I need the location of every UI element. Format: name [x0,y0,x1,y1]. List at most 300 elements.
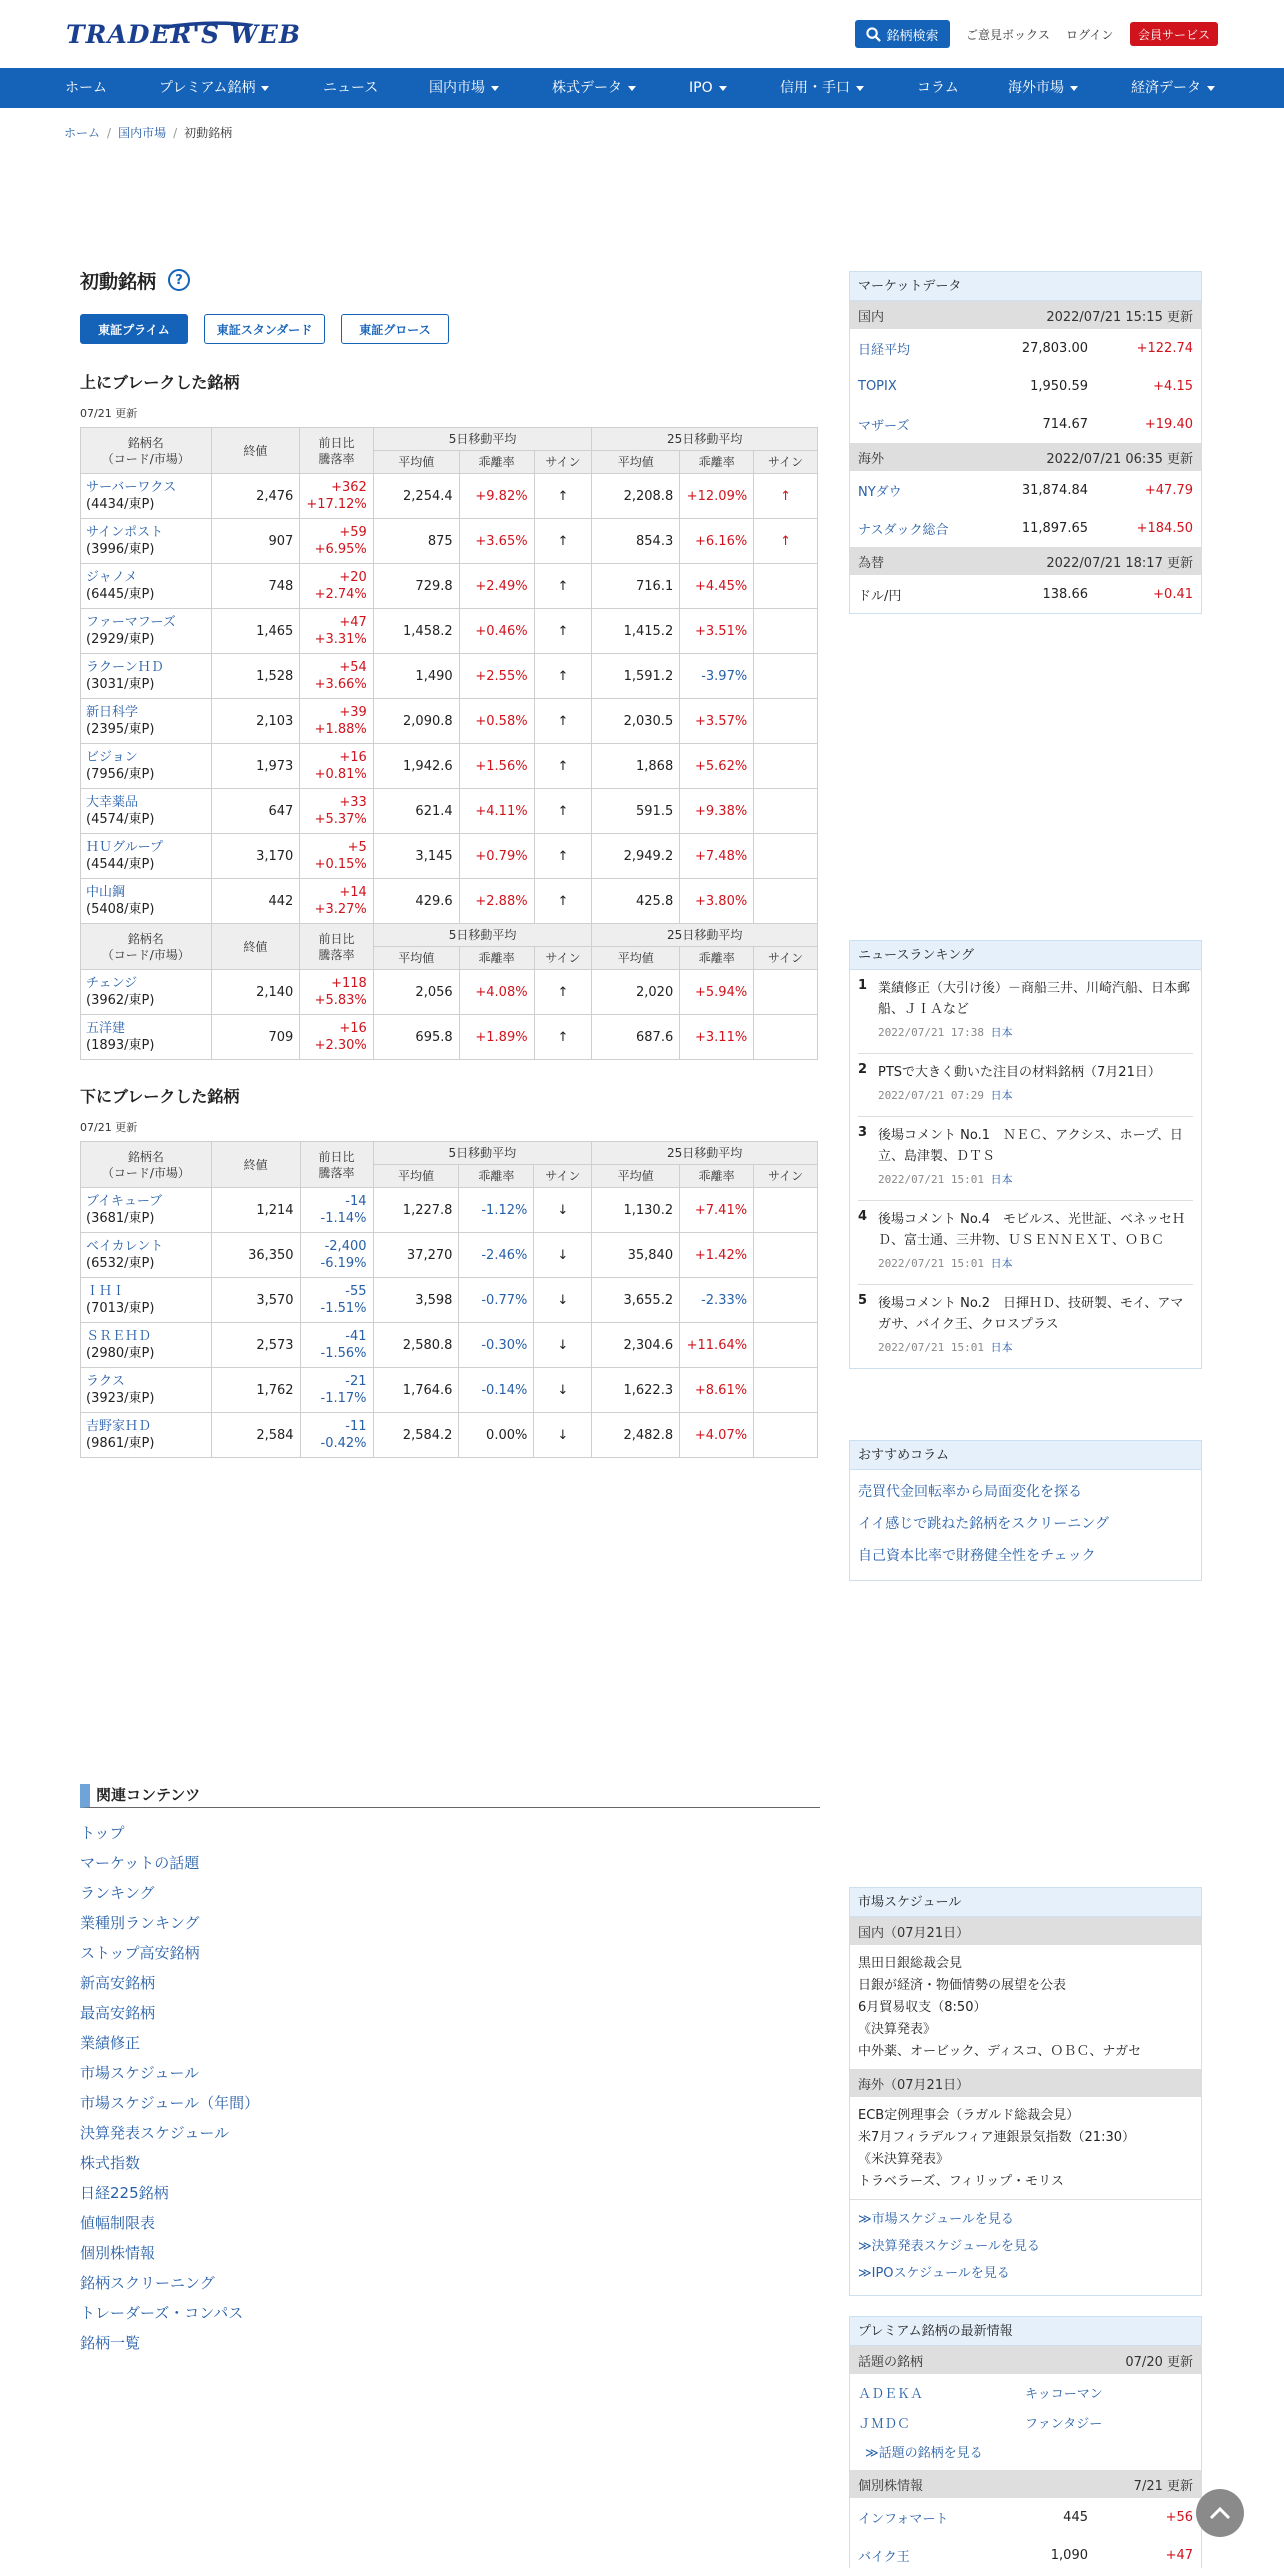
index-value: 27,803.00 [1021,340,1088,356]
index-value: 445 [1063,2509,1088,2525]
ma5-cell: 37,270 [373,1233,459,1278]
upper-break-title: 上にブレークした銘柄 [80,373,240,392]
tab-prime[interactable]: 東証プライム [80,314,188,344]
ma5-cell: 3,598 [373,1278,459,1323]
login-link[interactable]: ログイン [1066,28,1114,42]
related-link[interactable]: 最高安銘柄 [80,2004,156,2022]
ma5-cell: 1,490 [373,654,459,699]
col-change-header [300,1142,373,1188]
nav-ipo-label: IPO [689,80,713,96]
related-link[interactable]: 個別株情報 [80,2244,156,2262]
nav-overseas[interactable] [1008,68,1078,108]
stock-search-button[interactable] [855,20,950,48]
index-name-link[interactable]: NYダウ [858,484,902,500]
fx-label: 為替 [858,555,885,571]
change-value: +47 [339,615,367,630]
topic-link[interactable]: ファンタジー [1025,2417,1103,2432]
stock-code: (4544/東P) [86,857,155,872]
help-icon[interactable]: ? [168,269,190,291]
dev25-cell: +3.80% [680,879,754,924]
dev5-cell: +0.79% [459,834,534,879]
dev25-cell: +5.62% [680,744,754,789]
change-cell [300,519,373,564]
nav-news-label: ニュース [323,80,379,96]
col-ma5-header: 5日移動平均 [373,428,592,451]
col-dev-header: 乖離率 [459,1165,534,1188]
news-ranking-box [849,940,1202,1369]
main-content [80,260,820,1458]
related-item [80,2298,820,2328]
market-row [850,2536,1201,2568]
col-name-sub-label: （コード/市場） [101,451,190,466]
column-link[interactable]: イイ感じで跳ねた銘柄をスクリーニング [858,1516,1110,1532]
stock-name-link[interactable]: サインポスト [86,525,164,540]
news-time: 2022/07/21 15:01 [878,1257,984,1270]
stock-code: (1893/東P) [86,1038,155,1053]
change-cell [300,789,373,834]
topic-item [858,2410,1025,2440]
stock-name-cell [81,654,212,699]
index-value: 31,874.84 [1021,482,1088,498]
stock-name-cell [81,879,212,924]
table-row [81,970,818,1015]
nav-home[interactable] [65,68,107,108]
news-category-link[interactable]: 日本 [990,1341,1013,1354]
stock-name-link[interactable]: ＳＲＥＨＤ [86,1329,152,1344]
col-close-header: 終値 [211,924,300,970]
related-link[interactable]: 銘柄スクリーニング [80,2274,215,2292]
close-cell: 442 [211,879,300,924]
dev25-cell: +3.11% [680,1015,754,1060]
table-row [81,654,818,699]
news-category-link[interactable]: 日本 [990,1089,1013,1102]
related-item [80,1908,820,1938]
change-cell [300,1368,373,1413]
dev25-cell: -2.33% [680,1278,754,1323]
close-cell: 1,214 [211,1188,300,1233]
market-row [850,509,1201,547]
search-icon [866,27,881,42]
ma25-cell: 1,130.2 [592,1188,680,1233]
related-item [80,2178,820,2208]
sign25-cell [754,1413,818,1458]
index-value: 1,950.59 [1030,378,1088,394]
col-name-label: 銘柄名 [127,435,164,450]
nav-news[interactable] [323,68,378,108]
index-change: +0.41 [1153,586,1193,602]
tab-growth[interactable]: 東証グロース [341,314,449,344]
topic-more-link-wrap [850,2442,1201,2470]
col-sign-header: サイン [754,947,818,970]
stock-name-link[interactable]: ベイカレント [86,1239,164,1254]
breadcrumb-current: 初動銘柄 [184,126,233,140]
column-link[interactable]: 売買代金回転率から局面変化を探る [858,1484,1082,1500]
news-rank: 3 [858,1125,868,1140]
sign5-cell: ↑ [534,1015,592,1060]
ma5-cell: 2,584.2 [373,1413,459,1458]
change-value: +20 [339,570,367,585]
index-change: +56 [1165,2509,1193,2525]
related-link[interactable]: 業績修正 [80,2034,141,2052]
market-row [850,405,1201,443]
stock-name-link[interactable]: ファーマフーズ [86,615,176,630]
schedule-overseas-label: 海外（07月21日） [858,2077,970,2093]
change-pct: +17.12% [306,497,367,512]
news-headline-link[interactable]: PTSで大きく動いた注目の材料銘柄（7月21日） [878,1065,1161,1080]
schedule-link-item [858,2233,1193,2260]
back-to-top-button[interactable] [1196,2489,1244,2537]
change-value: -2,400 [324,1239,367,1254]
premium-title: プレミアム銘柄の最新情報 [850,2317,1201,2346]
stock-name-link[interactable]: チェンジ [86,976,138,991]
change-cell [300,970,373,1015]
news-body [878,1125,1193,1190]
change-value: +16 [339,1021,367,1036]
related-link[interactable]: 市場スケジュール [80,2064,200,2082]
table-row [81,609,818,654]
ma25-cell: 1,415.2 [592,609,680,654]
site-logo[interactable] [64,18,301,50]
news-category-link[interactable]: 日本 [990,1173,1013,1186]
news-list [850,970,1201,1368]
col-dev-header: 乖離率 [459,451,534,474]
sign25-cell [754,834,818,879]
market-tabs [80,314,820,344]
index-value: 138.66 [1042,586,1088,602]
search-label: 銘柄検索 [886,28,939,44]
opinion-box-link[interactable]: ご意見ボックス [966,28,1050,42]
nav-column[interactable] [917,68,959,108]
ma25-cell: 2,482.8 [592,1413,680,1458]
change-value: -41 [345,1329,367,1344]
stock-name-link[interactable]: ブイキューブ [86,1194,163,1209]
change-value: +16 [339,750,367,765]
stock-name-link[interactable]: 新日科学 [86,705,139,720]
column-item [858,1476,1193,1508]
related-link[interactable]: ランキング [80,1884,155,1902]
schedule-link[interactable]: ≫決算発表スケジュールを見る [858,2239,1040,2254]
close-cell: 2,140 [211,970,300,1015]
sign5-cell: ↑ [534,970,592,1015]
dev25-cell: +3.51% [680,609,754,654]
sign25-cell [754,609,818,654]
stock-code: (3923/東P) [86,1391,155,1406]
sign25-cell [754,654,818,699]
nav-margin[interactable] [780,68,864,108]
nav-premium[interactable] [159,68,269,108]
col-avg-header: 平均値 [373,947,459,970]
col-name-sub-label: （コード/市場） [101,1165,190,1180]
stock-code: (2980/東P) [86,1346,155,1361]
col-change-sub-label: 騰落率 [318,451,355,466]
news-rank: 4 [858,1209,868,1224]
schedule-link-item [858,2206,1193,2233]
market-row [850,2498,1201,2536]
related-item [80,2028,820,2058]
change-pct: -1.17% [320,1391,367,1406]
index-value: 714.67 [1042,416,1088,432]
change-value: -11 [345,1419,367,1434]
stock-name-link[interactable]: 吉野家ＨＤ [86,1419,152,1434]
dev5-cell: +2.55% [459,654,534,699]
schedule-box [849,1887,1202,2296]
table-row [81,564,818,609]
stock-name-link[interactable]: ＨＵグループ [86,840,163,855]
change-pct: +0.81% [314,767,367,782]
change-pct: -6.19% [320,1256,367,1271]
stock-name-link[interactable]: ジャノメ [86,570,138,585]
col-avg-header: 平均値 [592,1165,680,1188]
news-rank: 2 [858,1062,868,1077]
ma5-cell: 2,090.8 [373,699,459,744]
stock-code: (5408/東P) [86,902,155,917]
stock-name-cell [81,1015,212,1060]
dev5-cell: 0.00% [459,1413,534,1458]
col-dev-header: 乖離率 [459,947,534,970]
close-cell: 3,170 [211,834,300,879]
close-cell: 3,570 [211,1278,300,1323]
related-link[interactable]: 業種別ランキング [80,1914,200,1932]
close-cell: 2,584 [211,1413,300,1458]
chevron-up-icon [1209,2506,1231,2520]
dev5-cell: -0.14% [459,1368,534,1413]
news-body [878,1062,1193,1106]
stock-code: (6532/東P) [86,1256,155,1271]
topic-link[interactable]: ＡＤＥＫＡ [858,2387,924,2402]
table-row [81,789,818,834]
index-name-link[interactable]: マザーズ [858,418,910,434]
sign25-cell [754,879,818,924]
stock-name-link[interactable]: ＩＨＩ [86,1284,126,1299]
news-headline-link[interactable]: 後場コメント No.2 日揮ＨＤ、技研製、モイ、アマガサ、バイク王、クロスプラス [878,1296,1184,1332]
change-pct: +3.31% [314,632,367,647]
news-headline-link[interactable]: 後場コメント No.1 ＮＥＣ、アクシス、ホープ、日立、島津製、ＤＴＳ [878,1128,1183,1164]
ma5-cell: 695.8 [373,1015,459,1060]
sign25-cell [754,789,818,834]
stock-name-link[interactable]: 中山鋼 [86,885,126,900]
news-item [858,970,1193,1054]
related-link[interactable]: トレーダーズ・コンパス [80,2304,244,2322]
lower-break-date: 07/21 更新 [80,1121,138,1134]
index-name-link[interactable]: TOPIX [858,378,897,394]
topic-link[interactable]: キッコーマン [1025,2387,1103,2402]
dev5-cell: +2.88% [459,879,534,924]
related-link[interactable]: 株式指数 [80,2154,141,2172]
related-link[interactable]: 決算発表スケジュール [80,2124,230,2142]
lower-break-table [80,1141,818,1458]
related-link[interactable]: 市場スケジュール（年間） [80,2094,260,2112]
table-row [81,1278,818,1323]
breadcrumb-home[interactable]: ホーム [64,126,101,140]
schedule-line: 6月貿易収支（8:50） [858,2000,987,2015]
news-time: 2022/07/21 07:29 [878,1089,984,1102]
caret-down-icon [719,86,727,91]
ma5-cell: 1,458.2 [373,609,459,654]
related-item [80,2238,820,2268]
stock-code: (6445/東P) [86,587,155,602]
stock-name-link[interactable]: ラクーンＨＤ [86,660,164,675]
stock-name-link[interactable]: ラクス [86,1374,125,1389]
sign25-cell [754,744,818,789]
ma5-cell: 429.6 [373,879,459,924]
sign5-cell: ↓ [534,1368,592,1413]
caret-down-icon [1207,86,1215,91]
news-meta [878,1085,1193,1106]
domestic-date: 2022/07/21 15:15 更新 [1046,309,1193,325]
column-link[interactable]: 自己資本比率で財務健全性をチェック [858,1548,1096,1564]
news-body [878,978,1193,1043]
ma25-cell: 425.8 [592,879,680,924]
ma25-cell: 2,304.6 [592,1323,680,1368]
change-value: -21 [345,1374,367,1389]
sign25-cell [754,1233,818,1278]
stock-name-cell [81,1188,212,1233]
stock-name-link[interactable]: 大幸薬品 [86,795,139,810]
topic-label: 話題の銘柄 [858,2354,924,2370]
col-sign-header: サイン [534,451,592,474]
dev25-cell: +4.45% [680,564,754,609]
sign25-cell [754,1368,818,1413]
close-cell: 36,350 [211,1233,300,1278]
stock-code: (7013/東P) [86,1301,155,1316]
ma5-cell: 875 [373,519,459,564]
schedule-title: 市場スケジュール [850,1888,1201,1917]
schedule-link[interactable]: ≫市場スケジュールを見る [858,2212,1014,2227]
change-cell [300,1323,373,1368]
schedule-line: ECB定例理事会（ラガルド総裁会見） [858,2108,1080,2123]
caret-down-icon [261,86,269,91]
news-item [858,1285,1193,1368]
change-pct: -1.14% [320,1211,367,1226]
col-name-label: 銘柄名 [127,931,164,946]
col-change-label: 前日比 [318,1149,355,1164]
news-category-link[interactable]: 日本 [990,1026,1013,1039]
sign5-cell: ↑ [534,474,592,519]
stock-code: (3996/東P) [86,542,155,557]
nav-domestic-market[interactable] [429,68,499,108]
close-cell: 2,573 [211,1323,300,1368]
member-service-button[interactable]: 会員サービス [1130,22,1218,46]
dev25-cell: +7.41% [680,1188,754,1233]
related-item [80,1878,820,1908]
site-header [0,0,1284,68]
topic-link[interactable]: ＪＭＤＣ [858,2417,911,2432]
col-ma5-header: 5日移動平均 [373,924,592,947]
schedule-link[interactable]: ≫IPOスケジュールを見る [858,2266,1010,2281]
news-headline-link[interactable]: 後場コメント No.4 モビルス、光世証、ベネッセＨＤ、富士通、三井物、ＵＳＥＮＮＥＸＴ、ＯＢＣ [878,1212,1185,1248]
index-name-link[interactable]: ナスダック総合 [858,522,949,538]
change-value: -14 [345,1194,367,1209]
related-link[interactable]: 新高安銘柄 [80,1974,156,1992]
nav-domestic-label: 国内市場 [429,80,485,96]
nav-ipo[interactable] [689,68,727,108]
ma25-cell: 35,840 [592,1233,680,1278]
related-link[interactable]: 値幅制限表 [80,2214,156,2232]
sign5-cell: ↑ [534,564,592,609]
news-headline-link[interactable]: 業績修正（大引け後）－商船三井、川崎汽船、日本郵船、ＪＩＡなど [878,981,1191,1017]
stock-name-link[interactable]: 五洋建 [86,1021,126,1036]
nav-economic-label: 経済データ [1131,80,1201,96]
logo-text: TRADER'S WEB [66,20,301,49]
sign5-cell: ↓ [534,1413,592,1458]
breadcrumb-domestic[interactable]: 国内市場 [118,126,167,140]
col-change-label: 前日比 [318,931,355,946]
stock-code: (2395/東P) [86,722,155,737]
topic-more-link[interactable]: ≫話題の銘柄を見る [865,2446,983,2461]
related-item [80,1818,820,1848]
nav-stock-data[interactable] [552,68,636,108]
dev25-cell: +12.09% [680,474,754,519]
related-link[interactable]: 銘柄一覧 [80,2334,141,2352]
market-row [850,471,1201,509]
schedule-domestic-band [850,1917,1201,1945]
column-title: おすすめコラム [850,1441,1201,1470]
change-value: +59 [339,525,367,540]
dev25-cell: +11.64% [680,1323,754,1368]
ma5-cell: 1,764.6 [373,1368,459,1413]
change-pct: +2.74% [314,587,367,602]
related-link[interactable]: マーケットの話題 [80,1854,200,1872]
related-link[interactable]: ストップ高安銘柄 [80,1944,200,1962]
stock-name-cell [81,970,212,1015]
nav-margin-label: 信用・手口 [780,80,850,96]
table-row [81,1368,818,1413]
sign25-cell [754,1015,818,1060]
ma25-cell: 2,030.5 [592,699,680,744]
news-body [878,1209,1193,1274]
dev5-cell: -0.30% [459,1323,534,1368]
news-item [858,1054,1193,1117]
related-item [80,2148,820,2178]
table-row [81,879,818,924]
caret-down-icon [856,86,864,91]
news-category-link[interactable]: 日本 [990,1257,1013,1270]
news-time: 2022/07/21 17:38 [878,1026,984,1039]
change-cell [300,1278,373,1323]
col-ma25-header: 25日移動平均 [592,924,818,947]
stock-name-link[interactable]: ビジョン [86,750,138,765]
fx-band [850,547,1201,575]
index-name-link[interactable]: 日経平均 [858,342,911,358]
dev5-cell: +1.56% [459,744,534,789]
index-name-link[interactable]: インフォマート [858,2511,949,2527]
news-rank: 1 [858,978,868,993]
stock-name-cell [81,744,212,789]
related-link[interactable]: トップ [80,1824,125,1842]
column-list [850,1470,1201,1580]
index-change: +47 [1165,2547,1193,2563]
close-cell: 907 [211,519,300,564]
change-pct: +3.66% [314,677,367,692]
close-cell: 709 [211,1015,300,1060]
stock-name-link[interactable]: サーバーワクス [86,480,177,495]
change-value: +14 [339,885,367,900]
fx-date: 2022/07/21 18:17 更新 [1046,555,1193,571]
nav-economic-data[interactable] [1131,68,1215,108]
caret-down-icon [491,86,499,91]
dev5-cell: -1.12% [459,1188,534,1233]
nav-home-label: ホーム [65,80,107,96]
col-avg-header: 平均値 [373,451,459,474]
col-sign-header: サイン [534,1165,592,1188]
table-row [81,744,818,789]
change-value: +33 [339,795,367,810]
tab-standard[interactable]: 東証スタンダード [204,314,325,344]
related-link[interactable]: 日経225銘柄 [80,2184,169,2202]
change-value: -55 [345,1284,367,1299]
index-value: 1,090 [1050,2547,1088,2563]
index-name-link[interactable]: バイク王 [858,2549,910,2565]
